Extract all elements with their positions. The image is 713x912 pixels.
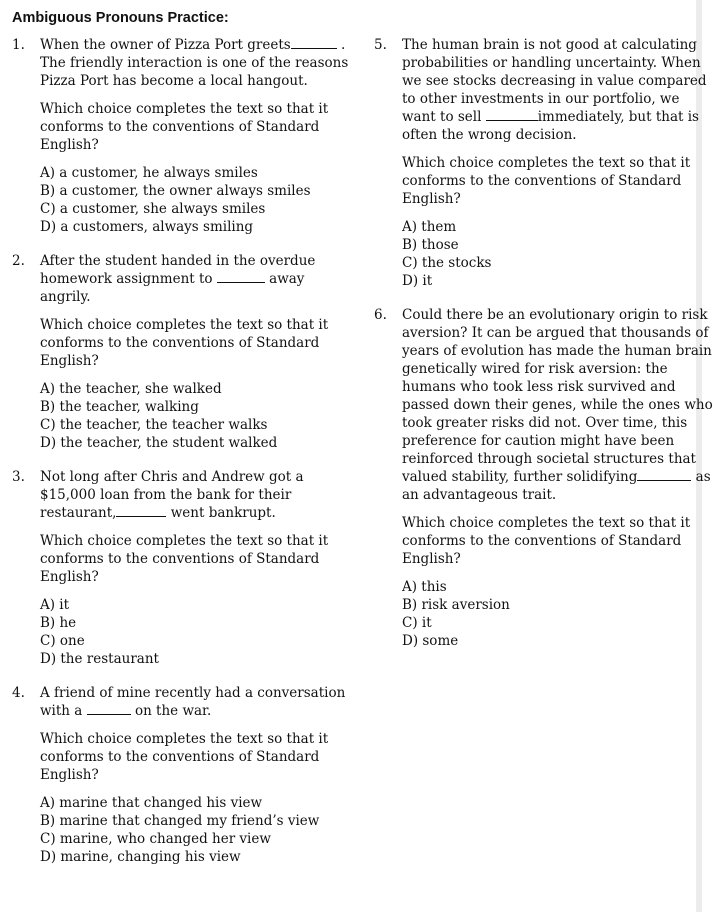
choice-c[interactable]: C) a customer, she always smiles [40,201,266,217]
passage-line: preference for caution might have been [402,433,675,449]
choice-c[interactable]: C) it [402,615,432,631]
choice-c[interactable]: C) one [40,633,85,649]
answer-choices [40,164,342,236]
passage-line: angrily. [40,289,91,305]
right-column [374,36,713,666]
question-number: 5. [374,37,387,53]
choice-c[interactable]: C) the stocks [402,255,492,271]
passage-line: The friendly interaction is one of the reasons [40,55,349,71]
passage-line: often the wrong decision. [402,127,577,143]
question-number: 1. [12,37,25,53]
question-number: 2. [12,253,25,269]
question-3 [12,468,342,668]
passage-line: $15,000 loan from the bank for their [40,487,292,503]
passage-line: genetically wired for risk aversion: the [402,361,668,377]
question-number: 3. [12,469,25,485]
choice-b[interactable]: B) those [402,237,459,253]
question-prompt: Which choice completes the text so that it conforms to the conventions of Standard English? [40,317,329,369]
passage-line: passed down their genes, while the ones who [402,397,713,413]
passage-line: took greater risks did not. Over time, this [402,415,688,431]
choice-d[interactable]: D) a customers, always smiling [40,219,254,235]
question-prompt: Which choice completes the text so that it conforms to the conventions of Standard English? [40,731,329,783]
answer-blank [486,108,538,121]
question-6 [374,306,713,650]
question-prompt: Which choice completes the text so that it conforms to the conventions of Standard English? [402,155,691,207]
choice-c[interactable]: C) marine, who changed her view [40,831,271,847]
answer-blank [116,504,166,517]
question-prompt: Which choice completes the text so that it conforms to the conventions of Standard English? [40,101,329,153]
answer-choices [40,794,342,866]
passage-line: A friend of mine recently had a conversation [40,685,346,701]
choice-d[interactable]: D) some [402,633,459,649]
question-number: 6. [374,307,387,323]
choice-b[interactable]: B) a customer, the owner always smiles [40,183,311,199]
question-prompt: Which choice completes the text so that it conforms to the conventions of Standard English? [402,515,691,567]
answer-choices [402,578,700,650]
passage-line: with a on the war. [40,703,212,719]
answer-choices [40,380,342,452]
answer-blank [637,468,691,481]
passage-line: valued stability, further solidifying as [402,469,711,485]
choice-d[interactable]: D) it [402,273,433,289]
answer-blank [217,270,265,283]
choice-b[interactable]: B) marine that changed my friend’s view [40,813,320,829]
choice-b[interactable]: B) he [40,615,77,631]
passage-line: years of evolution has made the human brain [402,343,712,359]
passage-line: homework assignment to away [40,271,305,287]
passage-line: we see stocks decreasing in value compared [402,73,707,89]
passage-line: probabilities or handling uncertainty. When [402,55,701,71]
choice-a[interactable]: A) them [402,219,457,235]
answer-choices [402,218,700,290]
passage-line: an advantageous trait. [402,487,557,503]
question-1 [12,36,349,236]
passage-line: After the student handed in the overdue [40,253,316,269]
choice-d[interactable]: D) marine, changing his view [40,849,241,865]
answer-blank [291,36,337,49]
left-column [12,36,349,882]
choice-a[interactable]: A) a customer, he always smiles [40,165,258,181]
passage-line: humans who took less risk survived and [402,379,676,395]
choice-b[interactable]: B) the teacher, walking [40,399,199,415]
passage-line: want to sell immediately, but that is [402,109,699,125]
choice-a[interactable]: A) it [40,597,70,613]
choice-d[interactable]: D) the teacher, the student walked [40,435,278,451]
choice-d[interactable]: D) the restaurant [40,651,159,667]
answer-blank [87,702,131,715]
choice-c[interactable]: C) the teacher, the teacher walks [40,417,268,433]
passage-line: restaurant, went bankrupt. [40,505,276,521]
passage-line: aversion? It can be argued that thousands of [402,325,709,341]
passage-line: to other investments in our portfolio, we [402,91,680,107]
question-prompt: Which choice completes the text so that it conforms to the conventions of Standard English? [40,533,329,585]
choice-b[interactable]: B) risk aversion [402,597,510,613]
choice-a[interactable]: A) the teacher, she walked [40,381,222,397]
question-4 [12,684,346,866]
question-2 [12,252,342,452]
passage-line: Not long after Chris and Andrew got a [40,469,304,485]
passage-line: reinforced through societal structures that [402,451,696,467]
passage-line: The human brain is not good at calculating [402,37,697,53]
answer-choices [40,596,342,668]
passage-line: When the owner of Pizza Port greets . [40,37,346,53]
worksheet-title: Ambiguous Pronouns Practice: [12,10,229,26]
choice-a[interactable]: A) marine that changed his view [40,795,263,811]
passage-line: Pizza Port has become a local hangout. [40,73,308,89]
question-number: 4. [12,685,25,701]
question-5 [374,36,707,290]
choice-a[interactable]: A) this [402,579,447,595]
passage-line: Could there be an evolutionary origin to risk [402,307,708,323]
